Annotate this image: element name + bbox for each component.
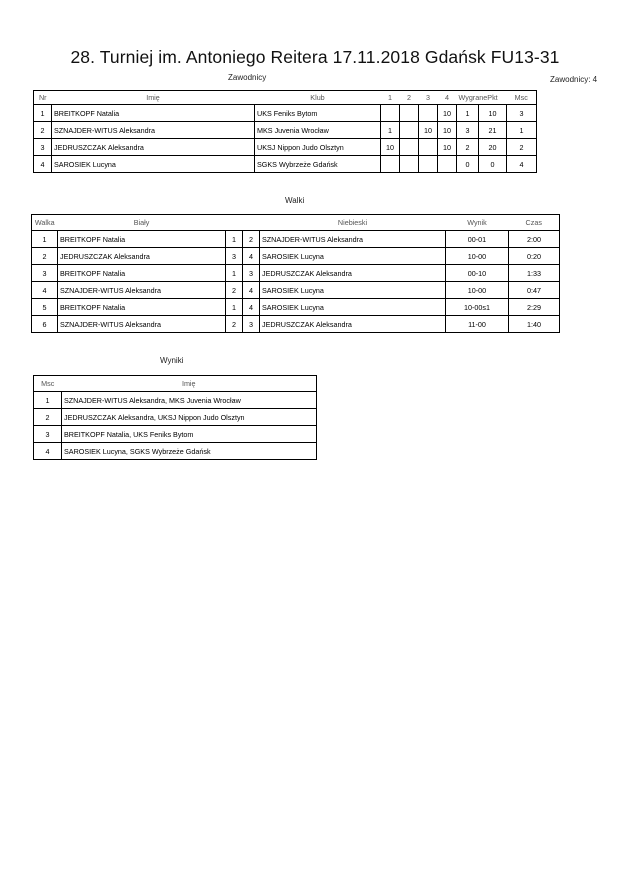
cell: 4	[34, 156, 52, 173]
cell: 10	[438, 122, 457, 139]
cell: UKS Feniks Bytom	[255, 105, 381, 122]
cell: UKSJ Nippon Judo Olsztyn	[255, 139, 381, 156]
cell: 2	[243, 231, 260, 248]
results-label: Wyniki	[160, 356, 184, 365]
header-2: 2	[400, 91, 419, 105]
cell: 10	[438, 105, 457, 122]
header-name: Imię	[62, 376, 317, 392]
cell: 2:29	[509, 299, 560, 316]
cell: 10	[479, 105, 507, 122]
cell: 2	[34, 122, 52, 139]
cell: 1	[32, 231, 58, 248]
cell: BREITKOPF Natalia	[58, 265, 226, 282]
cell: SZNAJDER-WITUS Aleksandra	[58, 316, 226, 333]
cell: 4	[32, 282, 58, 299]
table-row	[34, 156, 537, 173]
cell: 1	[457, 105, 479, 122]
table-row	[32, 282, 560, 299]
table-row	[34, 392, 317, 409]
cell: 2:00	[509, 231, 560, 248]
cell: 2	[507, 139, 537, 156]
cell: 1	[226, 299, 243, 316]
table-row	[34, 426, 317, 443]
cell: 3	[32, 265, 58, 282]
cell: 2	[457, 139, 479, 156]
competitors-label: Zawodnicy	[228, 73, 267, 82]
header-4: 4	[438, 91, 457, 105]
header-club: Klub	[255, 91, 381, 105]
cell: 4	[243, 248, 260, 265]
cell: 3	[34, 426, 62, 443]
header-white: Biały	[58, 215, 226, 231]
table-header-row	[34, 91, 537, 105]
table-row	[34, 409, 317, 426]
cell: 10-00	[446, 282, 509, 299]
cell	[400, 105, 419, 122]
cell: SAROSIEK Lucyna	[260, 282, 446, 299]
cell: 1	[34, 105, 52, 122]
cell: 21	[479, 122, 507, 139]
table-row	[32, 231, 560, 248]
cell	[400, 156, 419, 173]
cell: BREITKOPF Natalia	[58, 231, 226, 248]
cell: 2	[226, 282, 243, 299]
header-fight: Walka	[32, 215, 58, 231]
cell: JEDRUSZCZAK Aleksandra	[260, 316, 446, 333]
table-row	[34, 139, 537, 156]
header-place: Msc	[34, 376, 62, 392]
results-table	[33, 375, 317, 460]
cell: MKS Juvenia Wrocław	[255, 122, 381, 139]
table-row	[34, 443, 317, 460]
cell: 20	[479, 139, 507, 156]
table-row	[32, 316, 560, 333]
table-row	[32, 299, 560, 316]
cell: 3	[34, 139, 52, 156]
cell	[381, 105, 400, 122]
cell: 5	[32, 299, 58, 316]
cell: 10	[438, 139, 457, 156]
cell: SAROSIEK Lucyna, SGKS Wybrzeże Gdańsk	[62, 443, 317, 460]
header-points: Pkt	[479, 91, 507, 105]
cell: 3	[243, 265, 260, 282]
competitors-count-label: Zawodnicy: 4	[550, 75, 598, 84]
cell	[381, 156, 400, 173]
cell: JEDRUSZCZAK Aleksandra, UKSJ Nippon Judo Olsztyn	[62, 409, 317, 426]
cell: SAROSIEK Lucyna	[260, 299, 446, 316]
header-white-nr	[226, 215, 243, 231]
cell: 10-00s1	[446, 299, 509, 316]
header-nr: Nr	[34, 91, 52, 105]
table-header-row	[32, 215, 560, 231]
cell: 10-00	[446, 248, 509, 265]
cell: 00-01	[446, 231, 509, 248]
cell: 2	[34, 409, 62, 426]
cell: 1:33	[509, 265, 560, 282]
header-blue-nr	[243, 215, 260, 231]
cell: SZNAJDER-WITUS Aleksandra	[52, 122, 255, 139]
cell: 1	[226, 231, 243, 248]
cell: SZNAJDER-WITUS Aleksandra, MKS Juvenia Wrocław	[62, 392, 317, 409]
table-row	[32, 265, 560, 282]
cell: 1	[507, 122, 537, 139]
cell: SZNAJDER-WITUS Aleksandra	[260, 231, 446, 248]
cell: 1:40	[509, 316, 560, 333]
page-title: 28. Turniej im. Antoniego Reitera 17.11.2018 Gdańsk FU13-31	[70, 47, 560, 67]
header-3: 3	[419, 91, 438, 105]
header-blue: Niebieski	[260, 215, 446, 231]
cell: 0:20	[509, 248, 560, 265]
header-place: Msc	[507, 91, 537, 105]
cell: 4	[243, 282, 260, 299]
cell	[419, 105, 438, 122]
cell: 10	[419, 122, 438, 139]
fights-table	[31, 214, 560, 333]
header-time: Czas	[509, 215, 560, 231]
cell	[419, 156, 438, 173]
cell: 10	[381, 139, 400, 156]
cell: 1	[226, 265, 243, 282]
cell: 3	[226, 248, 243, 265]
competitors-table	[33, 90, 537, 173]
cell: JEDRUSZCZAK Aleksandra	[52, 139, 255, 156]
cell: 2	[226, 316, 243, 333]
cell: SAROSIEK Lucyna	[260, 248, 446, 265]
cell: 2	[32, 248, 58, 265]
cell: 0	[479, 156, 507, 173]
cell: SGKS Wybrzeże Gdańsk	[255, 156, 381, 173]
table-row	[34, 122, 537, 139]
cell: 4	[507, 156, 537, 173]
header-name: Imię	[52, 91, 255, 105]
cell: 1	[34, 392, 62, 409]
cell: 11-00	[446, 316, 509, 333]
table-header-row	[34, 376, 317, 392]
cell: SZNAJDER-WITUS Aleksandra	[58, 282, 226, 299]
cell	[419, 139, 438, 156]
cell: SAROSIEK Lucyna	[52, 156, 255, 173]
cell: 4	[243, 299, 260, 316]
cell: 4	[34, 443, 62, 460]
cell: 3	[243, 316, 260, 333]
cell: 6	[32, 316, 58, 333]
cell	[400, 139, 419, 156]
cell: 00-10	[446, 265, 509, 282]
cell: BREITKOPF Natalia	[52, 105, 255, 122]
header-score: Wynik	[446, 215, 509, 231]
header-1: 1	[381, 91, 400, 105]
cell: 0:47	[509, 282, 560, 299]
cell	[438, 156, 457, 173]
cell: 3	[457, 122, 479, 139]
table-row	[34, 105, 537, 122]
cell: BREITKOPF Natalia	[58, 299, 226, 316]
cell: 0	[457, 156, 479, 173]
cell: JEDRUSZCZAK Aleksandra	[260, 265, 446, 282]
cell: BREITKOPF Natalia, UKS Feniks Bytom	[62, 426, 317, 443]
fights-label: Walki	[285, 196, 305, 205]
header-wins: Wygrane	[457, 91, 479, 105]
cell	[400, 122, 419, 139]
cell: 1	[381, 122, 400, 139]
cell: JEDRUSZCZAK Aleksandra	[58, 248, 226, 265]
cell: 3	[507, 105, 537, 122]
table-row	[32, 248, 560, 265]
